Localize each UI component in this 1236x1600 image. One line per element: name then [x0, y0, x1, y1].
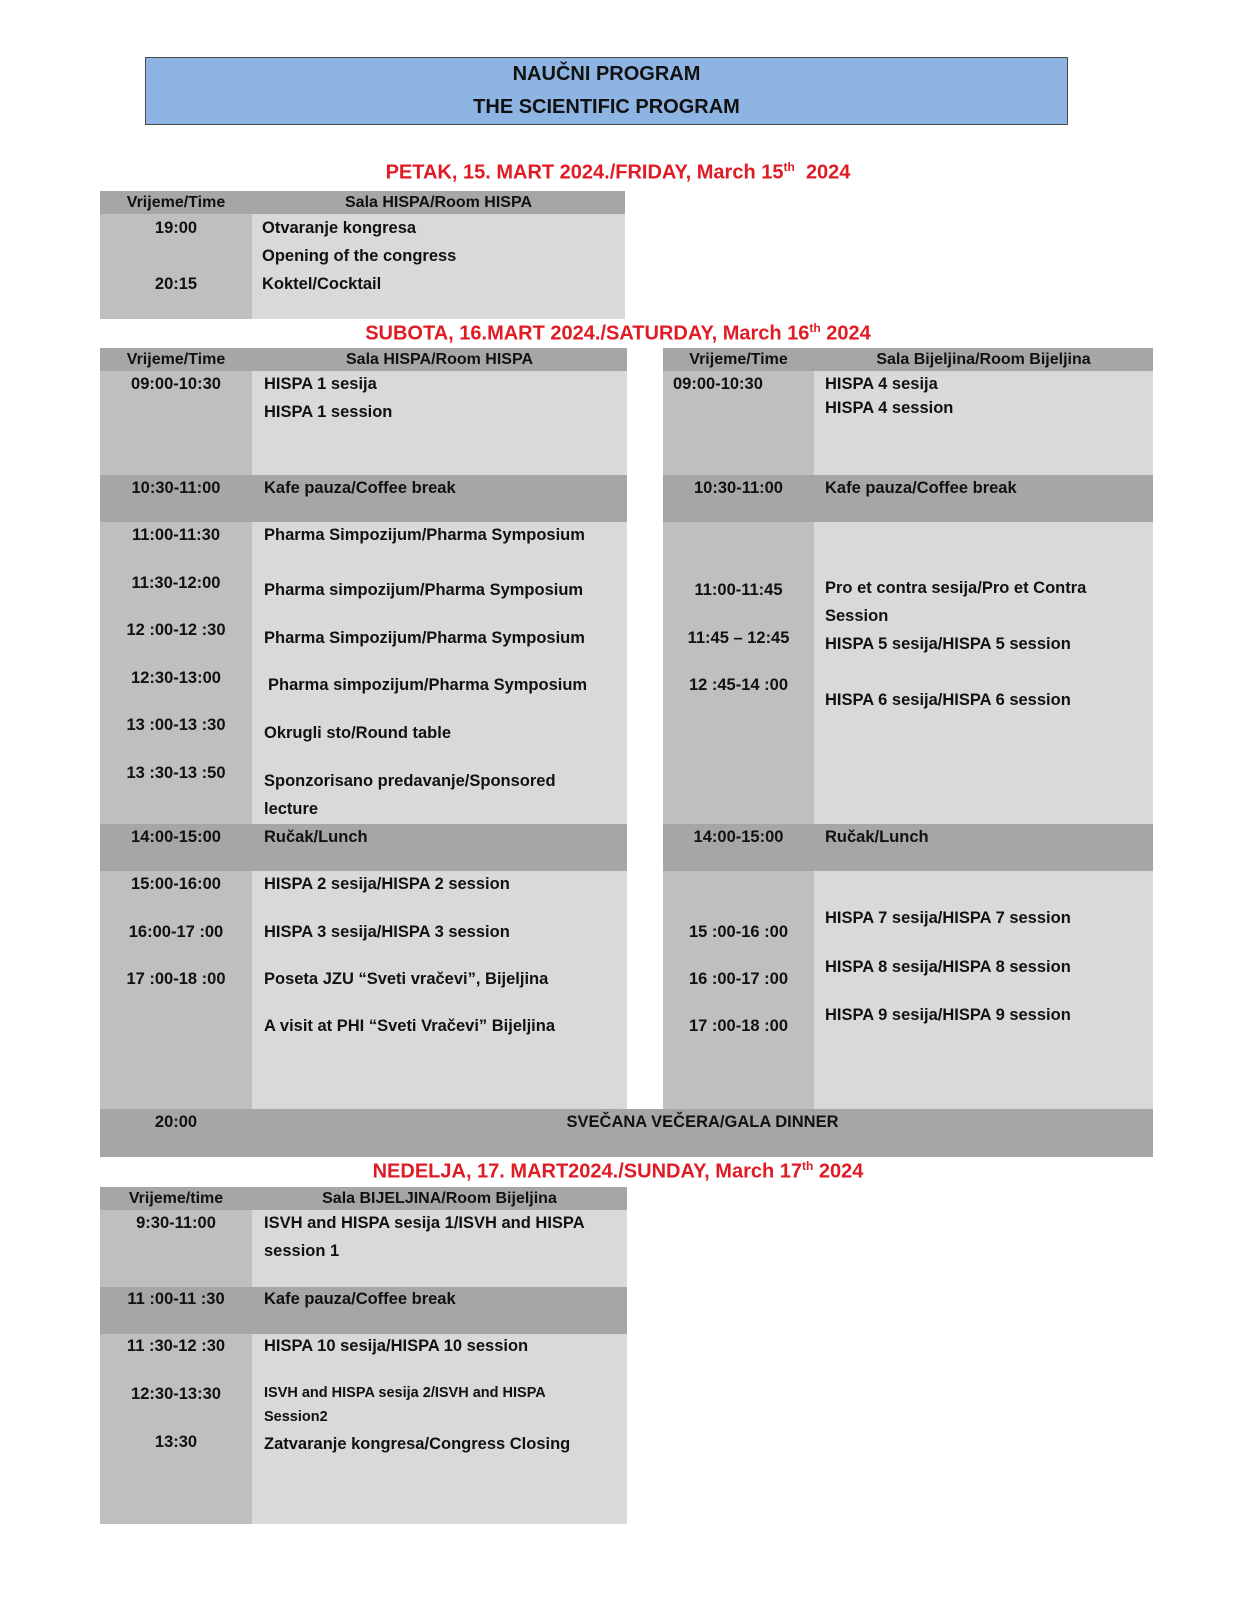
- sun-time-1: 11 :30-12 :30: [126, 1337, 226, 1355]
- sat-left-item-4: Pharma simpozijum/Pharma Symposium: [268, 676, 588, 694]
- sat-right-pm-item-2: HISPA 8 sesija/HISPA 8 session: [825, 958, 1071, 976]
- sat-left-item-7: lecture: [264, 800, 319, 818]
- sat-right-break-time: 10:30-11:00: [694, 479, 783, 497]
- sun-s1-line2: session 1: [264, 1242, 340, 1260]
- sat-right-pm-time-3: 17 :00-18 :00: [688, 1017, 789, 1035]
- sat-left-time-3: 12 :00-12 :30: [126, 621, 226, 639]
- sat-right-time-1: 11:00-11:45: [694, 581, 783, 599]
- saturday-left-col-room: Sala HISPA/Room HISPA: [346, 351, 533, 368]
- sat-right-pm-item-3: HISPA 9 sesija/HISPA 9 session: [825, 1006, 1071, 1024]
- sat-right-item-4: HISPA 6 sesija/HISPA 6 session: [825, 691, 1071, 709]
- sun-time-2: 12:30-13:30: [131, 1385, 221, 1403]
- friday-time-1: 19:00: [154, 219, 198, 237]
- sat-right-break-text: Kafe pauza/Coffee break: [825, 479, 1017, 497]
- sat-left-s1-line1: HISPA 1 sesija: [264, 375, 377, 393]
- sunday-heading: NEDELJA, 17. MART2024./SUNDAY, March 17th 2024: [372, 1159, 864, 1183]
- sat-left-break-text: Kafe pauza/Coffee break: [264, 479, 456, 497]
- gala-time: 20:00: [154, 1113, 198, 1131]
- friday-heading: PETAK, 15. MART 2024./FRIDAY, March 15th 2024: [385, 160, 851, 184]
- sat-left-pm-time-3: 17 :00-18 :00: [126, 970, 226, 988]
- program-title-en: THE SCIENTIFIC PROGRAM: [473, 96, 740, 118]
- sat-right-item-2: Session: [825, 607, 889, 625]
- sat-left-time-2: 11:30-12:00: [131, 574, 221, 592]
- sat-left-item-6: Sponzorisano predavanje/Sponsored: [264, 772, 556, 790]
- friday-item-2: Opening of the congress: [262, 247, 457, 265]
- sat-left-pm-item-1: HISPA 2 sesija/HISPA 2 session: [264, 875, 510, 893]
- sat-right-s4-line1: HISPA 4 sesija: [825, 375, 938, 393]
- sat-left-time-6: 13 :30-13 :50: [126, 764, 226, 782]
- sat-left-time-4: 12:30-13:00: [131, 669, 221, 687]
- sat-left-s1-line2: HISPA 1 session: [264, 403, 393, 421]
- sat-left-item-2: Pharma simpozijum/Pharma Symposium: [264, 581, 584, 599]
- saturday-left-col-time: Vrijeme/Time: [126, 351, 226, 368]
- sat-right-s4-line2: HISPA 4 session: [825, 399, 954, 417]
- sat-right-item-1: Pro et contra sesija/Pro et Contra: [825, 579, 1087, 597]
- sat-right-pm-time-1: 15 :00-16 :00: [688, 923, 789, 941]
- friday-col-time: Vrijeme/Time: [126, 194, 226, 211]
- friday-col-room: Sala HISPA/Room HISPA: [345, 194, 532, 211]
- sat-right-pm-time-2: 16 :00-17 :00: [688, 970, 789, 988]
- sat-left-item-1: Pharma Simpozijum/Pharma Symposium: [264, 526, 585, 544]
- sat-left-time-1: 11:00-11:30: [131, 526, 221, 544]
- sat-left-s1-time: 09:00-10:30: [131, 375, 221, 393]
- sat-left-lunch-time: 14:00-15:00: [131, 828, 221, 846]
- sat-right-lunch-time: 14:00-15:00: [693, 828, 784, 846]
- sunday-col-room: Sala BIJELJINA/Room Bijeljina: [322, 1190, 557, 1207]
- sat-left-pm-item-2: HISPA 3 sesija/HISPA 3 session: [264, 923, 510, 941]
- saturday-heading: SUBOTA, 16.MART 2024./SATURDAY, March 16th 2024: [365, 321, 871, 345]
- sun-item-2: ISVH and HISPA sesija 2/ISVH and HISPA: [264, 1385, 546, 1401]
- sun-item-4: Zatvaranje kongresa/Congress Closing: [264, 1435, 571, 1453]
- sun-s1-line1: ISVH and HISPA sesija 1/ISVH and HISPA: [264, 1214, 585, 1232]
- sun-item-3: Session2: [264, 1409, 328, 1425]
- sat-right-time-3: 12 :45-14 :00: [688, 676, 789, 694]
- sat-right-item-3: HISPA 5 sesija/HISPA 5 session: [825, 635, 1071, 653]
- saturday-right-room-column: [814, 348, 1153, 1109]
- sat-left-item-5: Okrugli sto/Round table: [264, 724, 452, 742]
- sun-s1-time: 9:30-11:00: [136, 1214, 216, 1232]
- program-title-local: NAUČNI PROGRAM: [512, 63, 701, 85]
- sat-left-lunch-text: Ručak/Lunch: [264, 828, 368, 846]
- sun-break-text: Kafe pauza/Coffee break: [264, 1290, 456, 1308]
- saturday-right-col-room: Sala Bijeljina/Room Bijeljina: [876, 351, 1091, 368]
- saturday-right-col-time: Vrijeme/Time: [689, 351, 788, 368]
- sat-left-pm-item-3: Poseta JZU “Sveti vračevi”, Bijeljina: [264, 970, 549, 988]
- sat-right-time-2: 11:45 – 12:45: [687, 629, 790, 647]
- sun-break-time: 11 :00-11 :30: [127, 1290, 225, 1308]
- sat-left-pm-time-2: 16:00-17 :00: [128, 923, 224, 941]
- sunday-col-time: Vrijeme/time: [128, 1190, 224, 1207]
- gala-text: SVEČANA VEČERA/GALA DINNER: [566, 1113, 839, 1131]
- sat-left-time-5: 13 :00-13 :30: [126, 716, 226, 734]
- sun-item-1: HISPA 10 sesija/HISPA 10 session: [264, 1337, 529, 1355]
- sat-left-pm-time-1: 15:00-16:00: [131, 875, 221, 893]
- saturday-right-time-column: [663, 348, 814, 1109]
- friday-item-3: Koktel/Cocktail: [262, 275, 382, 293]
- sat-right-s4-time: 09:00-10:30: [673, 375, 763, 393]
- sat-left-item-3: Pharma Simpozijum/Pharma Symposium: [264, 629, 585, 647]
- sat-right-lunch-text: Ručak/Lunch: [825, 828, 929, 846]
- sat-left-break-time: 10:30-11:00: [131, 479, 221, 497]
- friday-time-2: 20:15: [154, 275, 198, 293]
- sat-right-pm-item-1: HISPA 7 sesija/HISPA 7 session: [825, 909, 1071, 927]
- friday-item-1: Otvaranje kongresa: [262, 219, 417, 237]
- sun-time-3: 13:30: [154, 1433, 198, 1451]
- program-title-box: [145, 57, 1068, 125]
- sat-left-pm-item-4: A visit at PHI “Sveti Vračevi” Bijeljina: [264, 1017, 556, 1035]
